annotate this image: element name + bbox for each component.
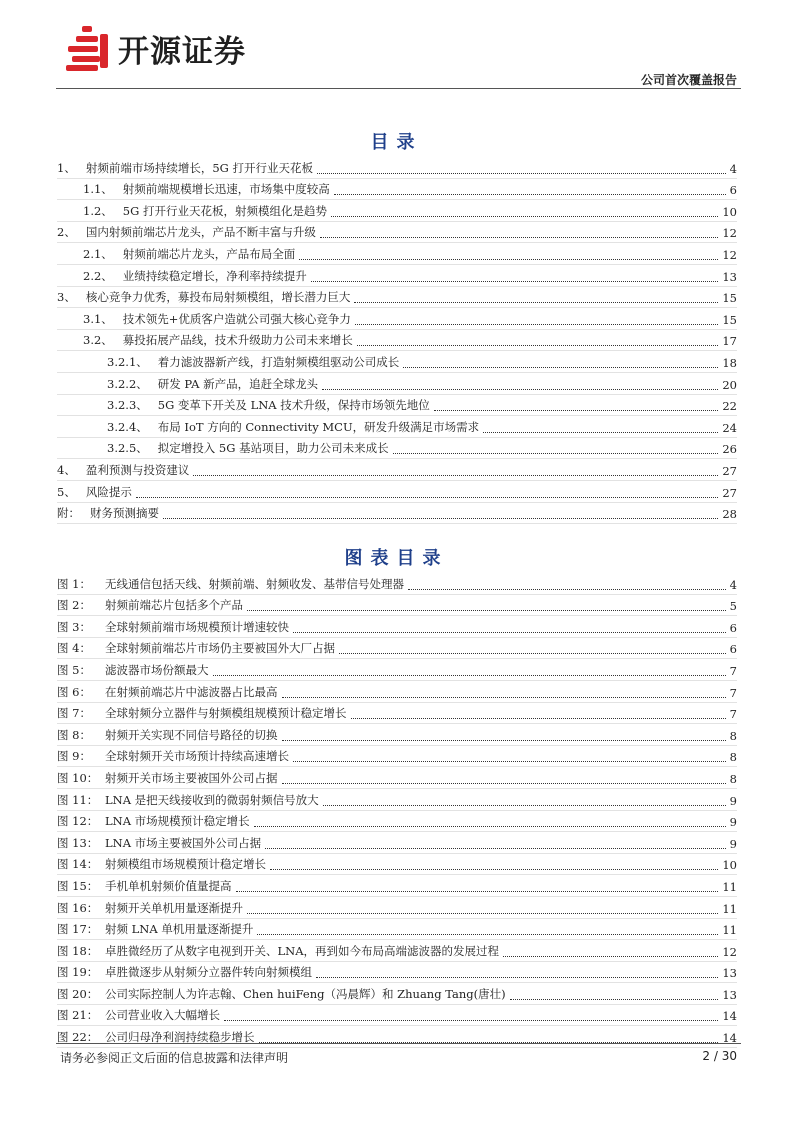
entry-number: 3、: [57, 290, 76, 305]
figure-entry[interactable]: [57, 767, 737, 789]
entry-number: 3.2.2、: [107, 376, 148, 391]
entry-number: 图 8：: [57, 727, 91, 742]
figures-list: [57, 573, 737, 1048]
figure-entry[interactable]: [57, 659, 737, 681]
leader-dots: [323, 804, 726, 806]
leader-dots: [510, 998, 719, 1000]
figure-entry[interactable]: [57, 811, 737, 833]
entry-number: 3.2.4、: [107, 419, 148, 434]
brand-name: 开源证券: [118, 33, 246, 70]
toc-entry[interactable]: [57, 157, 737, 179]
entry-page: 9: [729, 793, 737, 808]
leader-dots: [213, 674, 726, 676]
leader-dots: [282, 696, 726, 698]
figure-entry[interactable]: [57, 1026, 737, 1048]
toc-entry[interactable]: [57, 330, 737, 352]
entry-page: 7: [729, 663, 737, 678]
toc-entry[interactable]: [57, 481, 737, 503]
entry-page: 12: [722, 247, 737, 262]
entry-page: 8: [729, 771, 737, 786]
entry-title: 国内射频前端芯片龙头，产品不断丰富与升级: [85, 225, 316, 240]
toc-entry[interactable]: [57, 200, 737, 222]
entry-number: 图 18：: [57, 943, 99, 958]
entry-title: 手机单机射频价值量提高: [105, 878, 232, 893]
figure-entry[interactable]: [57, 832, 737, 854]
figure-entry[interactable]: [57, 789, 737, 811]
toc-entry[interactable]: [57, 351, 737, 373]
entry-title: 射频前端芯片龙头，产品布局全面: [122, 246, 296, 261]
entry-title: 研发 PA 新产品，追赶全球龙头: [157, 376, 319, 391]
entry-number: 3.2.5、: [107, 441, 148, 456]
entry-title: 公司实际控制人为许志翰、Chen huiFeng（冯晨辉）和 Zhuang Tang(唐壮): [105, 986, 506, 1001]
toc-title: 目录: [370, 132, 423, 153]
toc-entry[interactable]: [57, 179, 737, 201]
entry-page: 10: [722, 204, 737, 219]
entry-page: 7: [729, 685, 737, 700]
entry-title: 射频开关市场主要被国外公司占据: [105, 770, 278, 785]
entry-page: 27: [722, 485, 737, 500]
figure-entry[interactable]: [57, 638, 737, 660]
entry-title: 全球射频前端芯片市场仍主要被国外大厂占据: [105, 641, 335, 656]
brand-logo: [62, 24, 246, 72]
figure-entry[interactable]: [57, 681, 737, 703]
entry-title: LNA 是把天线接收到的微弱射频信号放大: [105, 792, 319, 807]
entry-title: 着力滤波器新产线，打造射频模组驱动公司成长: [157, 354, 400, 369]
entry-title: 全球射频分立器件与射频模组规模预计稳定增长: [105, 706, 347, 721]
entry-page: 24: [722, 420, 737, 435]
entry-page: 11: [722, 901, 737, 916]
entry-title: 无线通信包括天线、射频前端、射频收发、基带信号处理器: [105, 576, 404, 591]
entry-number: 图 2：: [57, 598, 91, 613]
leader-dots: [434, 409, 719, 411]
entry-number: 图 14：: [57, 857, 99, 872]
leader-dots: [339, 652, 726, 654]
figure-entry[interactable]: [57, 703, 737, 725]
entry-number: 图 15：: [57, 878, 99, 893]
leader-dots: [136, 496, 719, 498]
leader-dots: [357, 344, 719, 346]
leader-dots: [331, 215, 718, 217]
leader-dots: [257, 933, 718, 935]
entry-page: 9: [729, 815, 737, 830]
entry-page: 13: [722, 269, 737, 284]
leader-dots: [265, 847, 726, 849]
figure-entry[interactable]: [57, 724, 737, 746]
entry-number: 图 6：: [57, 684, 91, 699]
figure-entry[interactable]: [57, 1005, 737, 1027]
entry-number: 图 11：: [57, 792, 99, 807]
entry-page: 9: [729, 836, 737, 851]
entry-number: 图 19：: [57, 965, 99, 980]
entry-page: 15: [722, 312, 737, 327]
entry-title: 射频模组市场规模预计稳定增长: [105, 857, 266, 872]
page-indicator: 2 / 30: [702, 1049, 737, 1063]
entry-page: 13: [722, 987, 737, 1002]
toc-entry[interactable]: [57, 287, 737, 309]
entry-number: 图 7：: [57, 706, 91, 721]
entry-page: 22: [722, 399, 737, 414]
entry-title: 射频前端市场持续增长，5G 打开行业天花板: [85, 160, 313, 175]
entry-title: 5G 打开行业天花板，射频模组化是趋势: [122, 203, 327, 218]
leader-dots: [317, 172, 726, 174]
entry-title: 盈利预测与投资建议: [85, 462, 190, 477]
entry-number: 2.2、: [83, 268, 113, 283]
entry-page: 4: [729, 161, 737, 176]
footer-disclaimer: 请务必参阅正文后面的信息披露和法律声明: [60, 1051, 289, 1065]
entry-title: 风险提示: [85, 484, 132, 499]
entry-title: 在射频前端芯片中滤波器占比最高: [105, 684, 278, 699]
entry-title: 滤波器市场份额最大: [105, 662, 209, 677]
entry-page: 18: [722, 355, 737, 370]
leader-dots: [163, 517, 718, 519]
leader-dots: [299, 258, 718, 260]
entry-title: 全球射频开关市场预计持续高速增长: [105, 749, 289, 764]
entry-page: 6: [729, 642, 737, 657]
figure-entry[interactable]: [57, 919, 737, 941]
entry-number: 图 3：: [57, 619, 91, 634]
figure-entry[interactable]: [57, 854, 737, 876]
figure-entry[interactable]: [57, 875, 737, 897]
entry-title: 5G 变革下开关及 LNA 技术升级，保持市场领先地位: [157, 398, 430, 413]
leader-dots: [351, 717, 726, 719]
toc-entry[interactable]: [57, 265, 737, 287]
leader-dots: [311, 280, 719, 282]
entry-number: 3.2、: [83, 333, 113, 348]
entry-title: 射频开关单机用量逐渐提升: [105, 900, 243, 915]
entry-title: LNA 市场规模预计稳定增长: [105, 814, 250, 829]
entry-title: 业绩持续稳定增长，净利率持续提升: [122, 268, 307, 283]
entry-page: 15: [722, 291, 737, 306]
figure-entry[interactable]: [57, 746, 737, 768]
entry-number: 图 22：: [57, 1030, 99, 1045]
entry-page: 8: [729, 750, 737, 765]
entry-page: 11: [722, 923, 737, 938]
figure-entry[interactable]: [57, 940, 737, 962]
leader-dots: [193, 474, 718, 476]
entry-title: 募投拓展产品线，技术升级助力公司未来增长: [122, 333, 353, 348]
kaiyuan-logo-icon: [62, 24, 112, 72]
entry-page: 6: [729, 620, 737, 635]
entry-page: 4: [729, 577, 737, 592]
entry-page: 26: [722, 442, 737, 457]
leader-dots: [270, 868, 718, 870]
leader-dots: [247, 912, 718, 914]
toc-entry[interactable]: [57, 243, 737, 265]
toc-entry[interactable]: [57, 373, 737, 395]
entry-title: 财务预测摘要: [90, 506, 159, 521]
entry-page: 13: [722, 966, 737, 981]
header-divider: [56, 88, 741, 89]
entry-title: 射频 LNA 单机用量逐渐提升: [105, 922, 254, 937]
entry-number: 附：: [57, 506, 80, 521]
leader-dots: [354, 301, 718, 303]
table-of-contents: [57, 157, 737, 524]
figure-entry[interactable]: [57, 962, 737, 984]
report-type: 公司首次覆盖报告: [640, 73, 737, 87]
entry-number: 4、: [57, 462, 76, 477]
leader-dots: [282, 739, 726, 741]
entry-page: 8: [729, 728, 737, 743]
entry-title: 公司营业收入大幅增长: [105, 1008, 220, 1023]
entry-title: 射频开关实现不同信号路径的切换: [105, 727, 278, 742]
entry-number: 图 9：: [57, 749, 91, 764]
figure-entry[interactable]: [57, 573, 737, 595]
entry-number: 3.2.1、: [107, 354, 148, 369]
leader-dots: [236, 890, 719, 892]
entry-title: 卓胜微经历了从数字电视到开关、LNA，再到如今布局高端滤波器的发展过程: [105, 943, 500, 958]
entry-number: 图 16：: [57, 900, 99, 915]
entry-number: 图 13：: [57, 835, 99, 850]
leader-dots: [483, 431, 718, 433]
entry-title: 公司归母净利润持续稳步增长: [105, 1030, 255, 1045]
entry-number: 3.1、: [83, 311, 113, 326]
entry-number: 图 10：: [57, 770, 99, 785]
leader-dots: [224, 1019, 718, 1021]
leader-dots: [334, 193, 726, 195]
entry-number: 5、: [57, 484, 76, 499]
entry-page: 6: [729, 183, 737, 198]
entry-number: 图 1：: [57, 576, 91, 591]
toc-entry[interactable]: [57, 503, 737, 525]
entry-number: 图 5：: [57, 662, 91, 677]
figure-entry[interactable]: [57, 983, 737, 1005]
entry-number: 图 20：: [57, 986, 99, 1001]
entry-number: 图 17：: [57, 922, 99, 937]
leader-dots: [254, 825, 726, 827]
leader-dots: [316, 976, 718, 978]
leader-dots: [403, 366, 718, 368]
entry-title: 核心竞争力优秀，募投布局射频模组，增长潜力巨大: [85, 290, 351, 305]
entry-title: 技术领先+优质客户造就公司强大核心竞争力: [122, 311, 351, 326]
page-header: [0, 0, 793, 90]
entry-number: 1.1、: [83, 182, 113, 197]
leader-dots: [282, 782, 726, 784]
leader-dots: [293, 760, 726, 762]
entry-title: 射频前端芯片包括多个产品: [105, 598, 243, 613]
entry-page: 14: [722, 1031, 737, 1046]
entry-page: 28: [722, 507, 737, 522]
entry-number: 3.2.3、: [107, 398, 148, 413]
entry-page: 17: [722, 334, 737, 349]
figures-title: 图表目录: [344, 548, 449, 569]
entry-title: LNA 市场主要被国外公司占据: [105, 835, 262, 850]
entry-page: 20: [722, 377, 737, 392]
toc-entry[interactable]: [57, 308, 737, 330]
entry-title: 拟定增投入 5G 基站项目，助力公司未来成长: [157, 441, 389, 456]
leader-dots: [503, 955, 718, 957]
figure-entry[interactable]: [57, 616, 737, 638]
entry-page: 12: [722, 944, 737, 959]
leader-dots: [408, 588, 726, 590]
leader-dots: [293, 631, 726, 633]
leader-dots: [320, 236, 719, 238]
entry-title: 射频前端规模增长迅速，市场集中度较高: [122, 182, 330, 197]
entry-page: 7: [729, 707, 737, 722]
leader-dots: [322, 388, 718, 390]
leader-dots: [247, 609, 726, 611]
leader-dots: [393, 452, 719, 454]
entry-title: 卓胜微逐步从射频分立器件转向射频模组: [105, 965, 312, 980]
entry-number: 图 4：: [57, 641, 91, 656]
footer-divider: [56, 1043, 741, 1044]
entry-number: 2.1、: [83, 246, 113, 261]
entry-title: 布局 IoT 方向的 Connectivity MCU，研发升级满足市场需求: [157, 419, 480, 434]
entry-page: 12: [722, 226, 737, 241]
entry-page: 11: [722, 879, 737, 894]
figure-entry[interactable]: [57, 897, 737, 919]
toc-entry[interactable]: [57, 459, 737, 481]
entry-number: 图 12：: [57, 814, 99, 829]
entry-page: 5: [729, 599, 737, 614]
figure-entry[interactable]: [57, 595, 737, 617]
toc-entry[interactable]: [57, 395, 737, 417]
toc-entry[interactable]: [57, 416, 737, 438]
entry-title: 全球射频前端市场规模预计增速较快: [105, 619, 289, 634]
toc-entry[interactable]: [57, 438, 737, 460]
toc-entry[interactable]: [57, 222, 737, 244]
entry-page: 10: [722, 858, 737, 873]
entry-number: 1、: [57, 160, 76, 175]
leader-dots: [355, 323, 718, 325]
entry-number: 1.2、: [83, 203, 113, 218]
entry-page: 14: [722, 1009, 737, 1024]
entry-page: 27: [722, 463, 737, 478]
entry-number: 2、: [57, 225, 76, 240]
entry-number: 图 21：: [57, 1008, 99, 1023]
